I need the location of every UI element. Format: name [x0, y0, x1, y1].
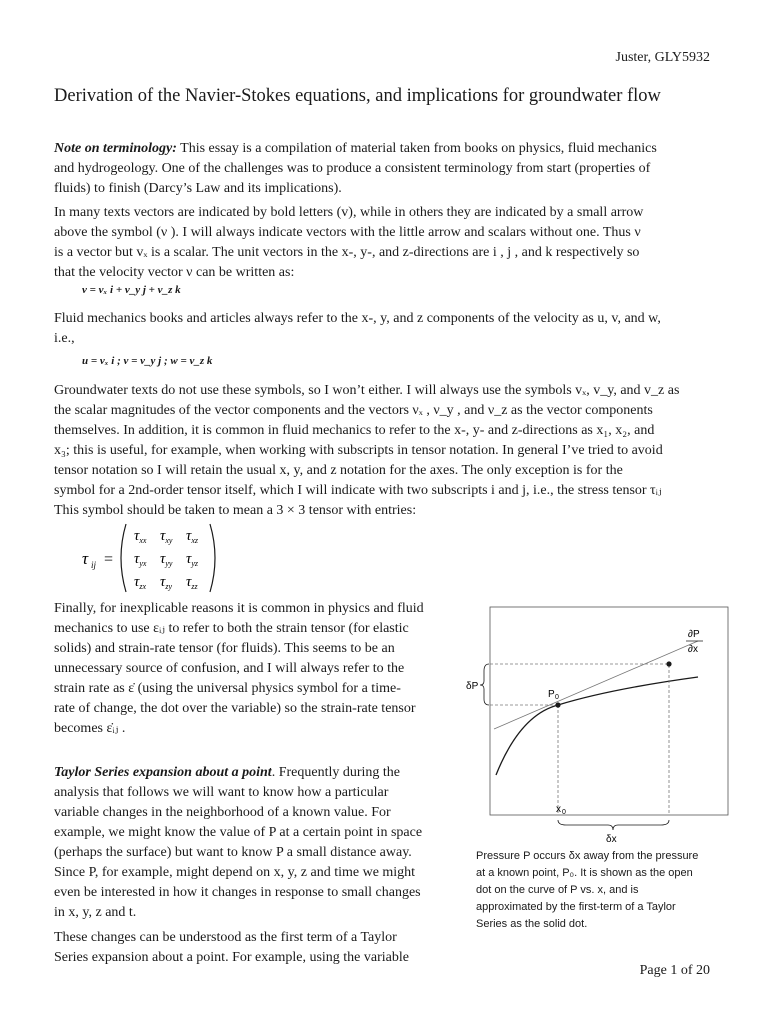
- x0-label: x: [556, 804, 561, 815]
- tangent-line: [494, 641, 698, 729]
- matrix-lhs: τ: [82, 549, 89, 568]
- matrix-left-bracket: [121, 524, 126, 592]
- paragraph-groundwater-symbols: Groundwater texts do not use these symbols, so I won’t either. I will always use the symbols vₓ, v_y, and v_z as the scalar magnitudes of the vector components and the vectors νₓ , ν_y , and ν_z as the vector components themselves. In addition, it is common in fluid mechanics to refer to the x-, y- and z-directions as x₁, x₂, and x₃; this is useful, for example, when working with subscripts in tensor notation. In general I’ve tried to avoid tensor notation so I will retain the usual x, y, and z notation for the axes. The only exception is for the symbol for a 2nd-order tensor itself, which I will indicate with two subscripts i and j, i.e., the stress tensor τᵢⱼ This symbol should be taken to mean a 3 × 3 tensor with entries:: [54, 383, 680, 518]
- deriv-numerator: ∂P: [688, 629, 700, 640]
- matrix-cell-yx: $\tau_{yx}$: [134, 551, 147, 568]
- known-point-dot: [555, 702, 560, 707]
- delta-p-brace: [480, 664, 489, 705]
- pressure-curve: [496, 677, 698, 775]
- page-number: Page 1 of 20: [639, 963, 710, 978]
- paragraph-taylor-series: Taylor Series expansion about a point. Frequently during the analysis that follows we will want to know how a particular variable changes in the neighborhood of a known value. For example, we might know the value of P at a certain point in space (perhaps the surface) but want to know P a small distance away. Since P, for example, might depend on x, y, z and time we might even be interested in how it changes in response to small changes in x, y, z and t.: [54, 765, 423, 920]
- taylor-series-lead: Taylor Series expansion about a point: [54, 765, 272, 780]
- x0-sub: 0: [562, 809, 566, 816]
- matrix-cell-zx: $\tau_{zx}$: [134, 574, 147, 591]
- paper-title: Derivation of the Navier-Stokes equations, and implications for groundwater flow: [54, 86, 661, 106]
- delta-x-brace: [558, 820, 669, 830]
- matrix-equals: =: [104, 551, 114, 568]
- matrix-cell-xy: $\tau_{xy}$: [160, 528, 173, 545]
- paragraph-taylor-terms: These changes can be understood as the first term of a Taylor Series expansion about a point. For example, using the variable: [54, 930, 409, 965]
- matrix-cell-zz: $\tau_{zz}$: [186, 574, 198, 591]
- p0-sub: 0: [555, 694, 559, 701]
- matrix-right-bracket: [210, 524, 215, 592]
- paragraph-terminology: Note on terminology: This essay is a compilation of material taken from books on physics, fluid mechanics and hydrogeology. One of the challenges was to produce a consistent terminology from start (properties of fluids) to finish (Darcy’s Law and its implications).: [54, 141, 657, 196]
- running-header: Juster, GLY5932: [615, 50, 710, 65]
- equation-uvw: u = vₓ i ; v = v_y j ; w = v_z k: [82, 355, 213, 367]
- paragraph-components: Fluid mechanics books and articles always refer to the x-, y, and z components of the velocity as u, v, and w, i.e.,: [54, 311, 661, 346]
- equation-velocity-vector: v = vₓ i + v_y j + v_z k: [82, 284, 181, 296]
- matrix-cell-yz: $\tau_{yz}$: [186, 551, 199, 568]
- matrix-cell-zy: $\tau_{zy}$: [160, 574, 173, 591]
- delta-x-label: δx: [606, 834, 617, 845]
- matrix-cell-xx: $\tau_{xx}$: [134, 528, 147, 545]
- deriv-denominator: ∂x: [688, 644, 698, 655]
- matrix-cell-xz: $\tau_{xz}$: [186, 528, 199, 545]
- paragraph-vectors: In many texts vectors are indicated by bold letters (v), while in others they are indicated by a small arrow above the symbol (ν ). I will always indicate vectors with the little arrow and scalars without one. Thus ν is a vector but vₓ is a scalar. The unit vectors in the x-, y-, and z-directions are i , j , and k respectively so that the velocity vector ν can be written as:: [54, 205, 644, 280]
- paragraph-strain-tensor: Finally, for inexplicable reasons it is common in physics and fluid mechanics to use εᵢⱼ to refer to both the strain tensor (for elastic solids) and strain-rate tensor (for fluids). This seems to be an unnecessary source of confusion, and I will always refer to the strain rate as ε̇ (using the universal physics symbol for a time- rate of change, the dot over the variable) so the strain-rate tensor becomes ε̇ᵢⱼ .: [54, 601, 424, 736]
- figure-caption: Pressure P occurs δx away from the pressure at a known point, P₀. It is shown as the open dot on the curve of P vs. x, and is approximated by the first-term of a Taylor Series as the solid dot.: [476, 850, 699, 930]
- delta-p-label: δP: [466, 681, 479, 692]
- terminology-lead: Note on terminology:: [54, 141, 177, 156]
- stress-tensor-matrix: [82, 520, 222, 596]
- matrix-cell-yy: $\tau_{yy}$: [160, 551, 173, 568]
- taylor-series-figure: [460, 605, 730, 847]
- matrix-cells: [134, 528, 199, 591]
- p0-label: P: [548, 689, 555, 700]
- approximated-point-dot: [666, 661, 671, 666]
- matrix-lhs-sub: ij: [91, 560, 97, 570]
